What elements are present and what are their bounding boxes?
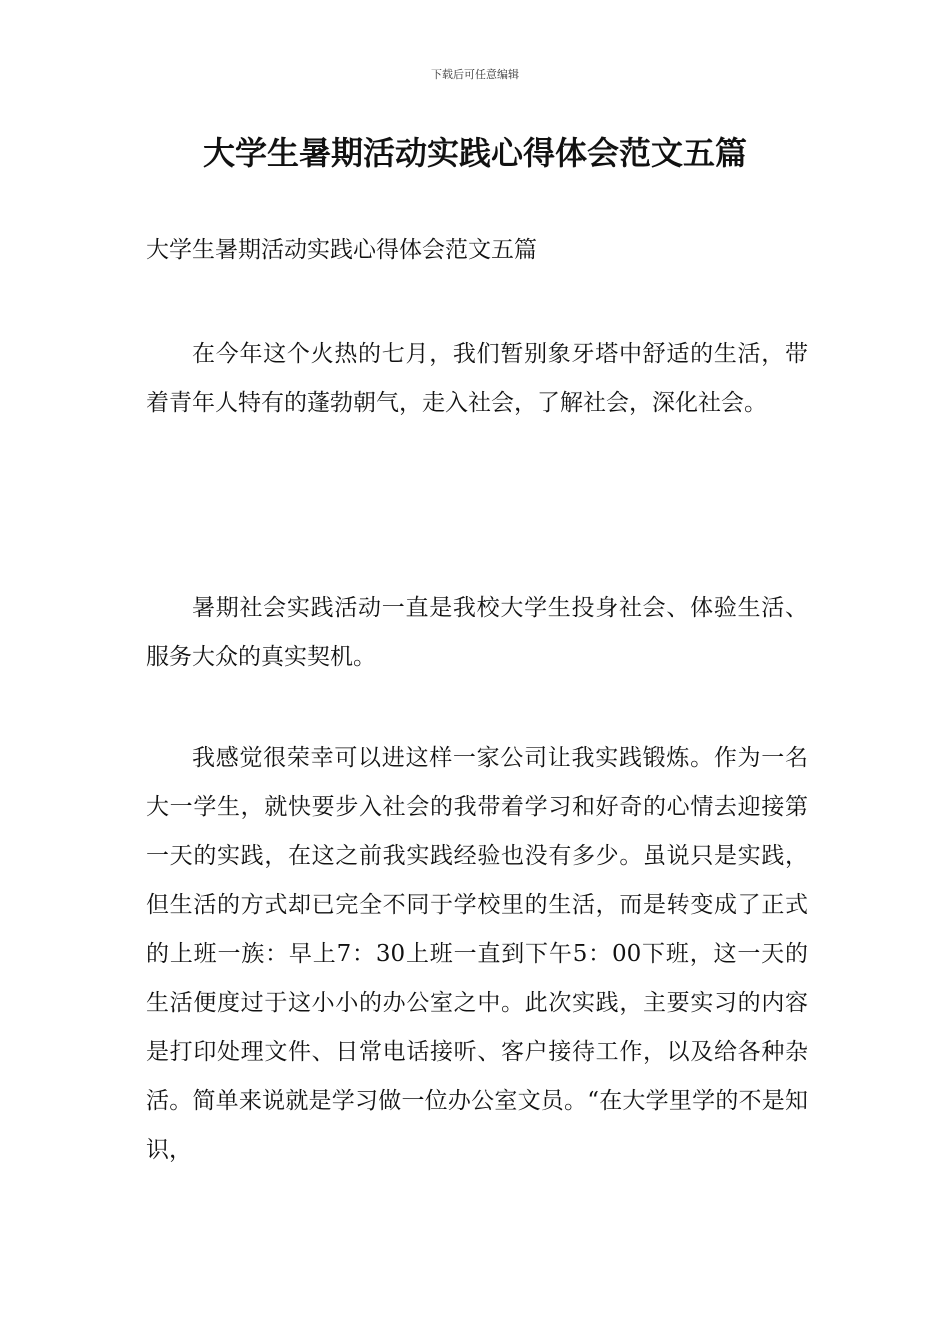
document-body — [146, 226, 808, 1175]
document-title: 大学生暑期活动实践心得体会范文五篇 — [202, 134, 747, 172]
paragraph-3: 我感觉很荣幸可以进这样一家公司让我实践锻炼。作为一名大一学生，就快要步入社会的我带着学习和好奇的心情去迎接第一天的实践，在这之前我实践经验也没有多少。虽说只是实践，但生活的方式却已完全不同于学校里的生活，而是转变成了正式的上班一族：早上7：30上班一直到下午5：00下班，这一天的生活便度过于这小小的办公室之中。此次实践，主要实习的内容是打印处理文件、日常电话接听、客户接待工作，以及给各种杂活。简单来说就是学习做一位办公室文员。“在大学里学的不是知识， — [146, 745, 808, 1163]
document-subtitle: 大学生暑期活动实践心得体会范文五篇 — [146, 237, 537, 263]
paragraph-1: 在今年这个火热的七月，我们暂别象牙塔中舒适的生活，带着青年人特有的蓬勃朝气，走入社会，了解社会，深化社会。 — [146, 341, 808, 416]
paragraph-2: 暑期社会实践活动一直是我校大学生投身社会、体验生活、服务大众的真实契机。 — [146, 595, 808, 670]
header-note: 下载后可任意编辑 — [431, 68, 519, 81]
